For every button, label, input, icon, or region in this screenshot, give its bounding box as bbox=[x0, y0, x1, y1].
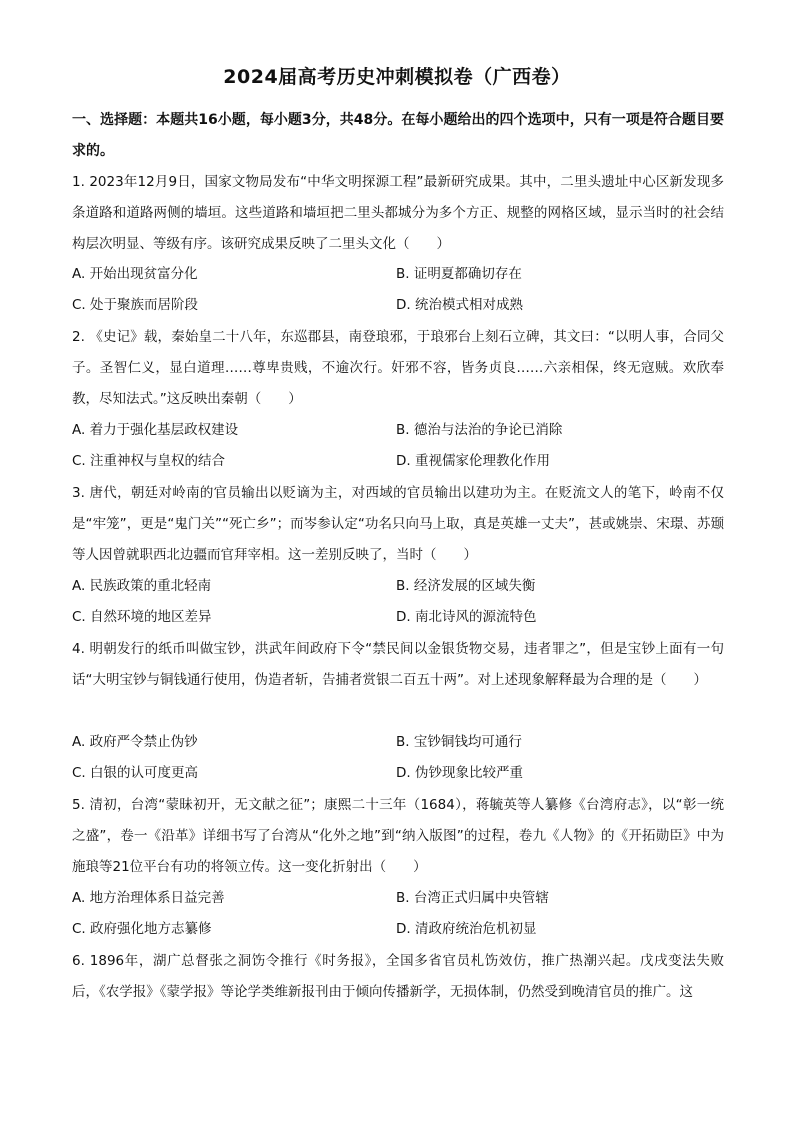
question-4-option-d: D. 伪钞现象比较严重 bbox=[396, 765, 523, 781]
question-5-option-b: B. 台湾正式归属中央管辖 bbox=[396, 890, 549, 906]
question-4-option-b: B. 宝钞铜钱均可通行 bbox=[396, 734, 522, 750]
question-2-option-b: B. 德治与法治的争论已消除 bbox=[396, 422, 563, 438]
question-4-option-a: A. 政府严令禁止伪钞 bbox=[72, 734, 198, 750]
question-2-stem: 2. 《史记》载，秦始皇二十八年，东巡郡县，南登琅邪，于琅邪台上刻石立碑，其文曰：“以明人事，合同父子。圣智仁义，显白道理……尊卑贵贱，不逾次行。奸邪不容，皆务贞良……六亲相保，终无寇贼。欢欣奉教，尽知法式。”这反映出秦朝（ ） bbox=[72, 329, 724, 407]
question-2-option-a: A. 着力于强化基层政权建设 bbox=[72, 422, 239, 438]
question-1-option-a: A. 开始出现贫富分化 bbox=[72, 266, 198, 282]
page-title: 2024届高考历史冲刺模拟卷（广西卷） bbox=[223, 66, 571, 88]
question-4-stem: 4. 明朝发行的纸币叫做宝钞，洪武年间政府下令“禁民间以金银货物交易，违者罪之”，但是宝钞上面有一句话“大明宝钞与铜钱通行使用，伪造者斩，告捕者赏银二百五十两”。对上述现象解释最为合理的是（ ） bbox=[72, 641, 724, 688]
question-2-option-c: C. 注重神权与皇权的结合 bbox=[72, 453, 226, 469]
question-1-option-c: C. 处于聚族而居阶段 bbox=[72, 297, 199, 313]
question-3-stem: 3. 唐代，朝廷对岭南的官员输出以贬谪为主，对西域的官员输出以建功为主。在贬流文人的笔下，岭南不仅是“牢笼”，更是“鬼门关”“死亡乡”；而岑参认定“功名只向马上取，真是英雄一丈夫”，甚或姚崇、宋璟、苏颋等人因曾就职西北边疆而官拜宰相。这一差别反映了，当时（ ） bbox=[72, 485, 724, 563]
question-5-stem: 5. 清初，台湾“蒙昧初开，无文献之征”；康熙二十三年（1684），蒋毓英等人纂修《台湾府志》，以“彰一统之盛”，卷一《沿革》详细书写了台湾从“化外之地”到“纳入版图”的过程，卷九《人物》的《开拓勋臣》中为施琅等21位平台有功的将领立传。这一变化折射出（ ） bbox=[72, 797, 724, 875]
question-3-option-d: D. 南北诗风的源流特色 bbox=[396, 609, 537, 625]
question-5-option-c: C. 政府强化地方志纂修 bbox=[72, 921, 212, 937]
question-2-option-d: D. 重视儒家伦理教化作用 bbox=[396, 453, 550, 469]
question-4-option-c: C. 白银的认可度更高 bbox=[72, 765, 199, 781]
section-heading: 一、选择题：本题共16小题，每小题3分，共48分。在每小题给出的四个选项中，只有一项是符合题目要求的。 bbox=[72, 112, 724, 159]
question-5-option-a: A. 地方治理体系日益完善 bbox=[72, 890, 225, 906]
question-5-option-d: D. 清政府统治危机初显 bbox=[396, 921, 537, 937]
question-3-option-b: B. 经济发展的区域失衡 bbox=[396, 578, 536, 594]
question-1-stem: 1. 2023年12月9日，国家文物局发布“中华文明探源工程”最新研究成果。其中，二里头遗址中心区新发现多条道路和道路两侧的墙垣。这些道路和墙垣把二里头都城分为多个方正、规整的网格区域，显示当时的社会结构层次明显、等级有序。该研究成果反映了二里头文化（ ） bbox=[72, 174, 724, 252]
question-6-stem: 6. 1896年，湖广总督张之洞饬令推行《时务报》，全国多省官员札饬效仿，推广热潮兴起。戊戌变法失败后，《农学报》《蒙学报》等论学类维新报刊由于倾向传播新学，无损体制，仍然受到晚清官员的推广。这 bbox=[72, 953, 724, 1000]
question-1-option-b: B. 证明夏都确切存在 bbox=[396, 266, 522, 282]
question-3-option-a: A. 民族政策的重北轻南 bbox=[72, 578, 212, 594]
question-1-option-d: D. 统治模式相对成熟 bbox=[396, 297, 523, 313]
question-3-option-c: C. 自然环境的地区差异 bbox=[72, 609, 212, 625]
